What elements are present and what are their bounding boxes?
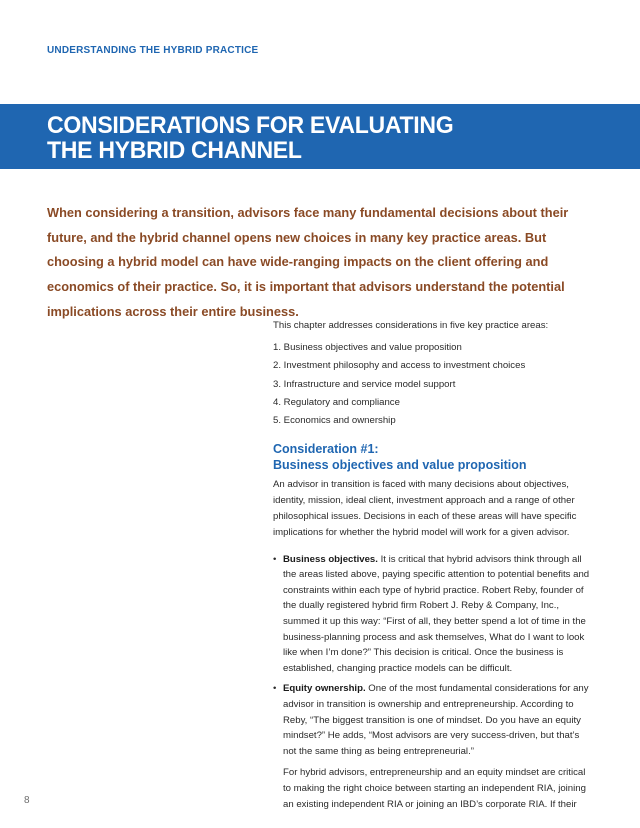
- bullet-text: One of the most fundamental considerations for any advisor in transition is ownership and entrepreneurship. According to Reby, “The biggest transition is one of mindset. Do you have an equity mindset?” He adds, “Most advisors are very success-driven, but that’s not the same thing as being entrepreneurial.”: [283, 683, 589, 757]
- list-item: 4. Regulatory and compliance: [273, 396, 400, 408]
- bullet-item: [273, 552, 593, 677]
- section-heading-line-1: Consideration #1:: [273, 442, 379, 457]
- body-paragraph: An advisor in transition is faced with many decisions about objectives, identity, mission, ideal client, investment approach and a range of other philosophical issues. Decisions in each of these areas will have specific implications for whether the hybrid model will work for a given advisor.: [273, 479, 577, 538]
- bullet-lead: Business objectives.: [283, 553, 378, 565]
- body-column: [273, 318, 593, 812]
- section-heading: [273, 441, 593, 473]
- list-item: 3. Infrastructure and service model support: [273, 378, 456, 390]
- list-item: 1. Business objectives and value proposition: [273, 342, 462, 353]
- intro-text: This chapter addresses considerations in five key practice areas:: [273, 320, 549, 331]
- bullet-item: [273, 681, 593, 759]
- page-title-line-2: THE HYBRID CHANNEL: [47, 137, 302, 164]
- lead-paragraph: When considering a transition, advisors face many fundamental decisions about their future, and the hybrid channel opens new choices in many key practice areas. But choosing a hybrid model can have wide-ranging impacts on the client offering and economics of their practice. So, it is important that advisors understand the potential implications across their entire business.: [47, 205, 569, 319]
- list-item: 2. Investment philosophy and access to investment choices: [273, 360, 526, 372]
- page-title: [47, 113, 453, 163]
- bullet-icon: •: [273, 553, 277, 565]
- list-item: 5. Economics and ownership: [273, 415, 396, 427]
- bullet-lead: Equity ownership.: [283, 683, 366, 695]
- page-title-line-1: CONSIDERATIONS FOR EVALUATING: [47, 112, 454, 139]
- bullet-icon: •: [273, 683, 277, 695]
- practice-areas-list: [273, 340, 593, 431]
- title-band: [0, 104, 640, 169]
- bullet-text: It is critical that hybrid advisors think through all the areas listed above, paying specific attention to potential benefits and constraints within each type of hybrid practice. Robert Reby, founder of the dually registered hybrid firm Robert J. Reby & Company, Inc., summed it up this way: “First of all, they better spend a lot of time in the business-planning process and ask themselves, What do I want to look like when I’m done?” This decision is critical. Once the business is established, changing practice models can be difficult.: [283, 553, 590, 674]
- running-head: UNDERSTANDING THE HYBRID PRACTICE: [47, 45, 259, 56]
- page-number: 8: [24, 795, 30, 806]
- section-heading-line-2: Business objectives and value proposition: [273, 458, 527, 473]
- follow-paragraph: For hybrid advisors, entrepreneurship and an equity mindset are critical to making the right choice between starting an independent RIA, joining an existing independent RIA or joining an IBD’s corporate RIA. If their: [283, 767, 586, 810]
